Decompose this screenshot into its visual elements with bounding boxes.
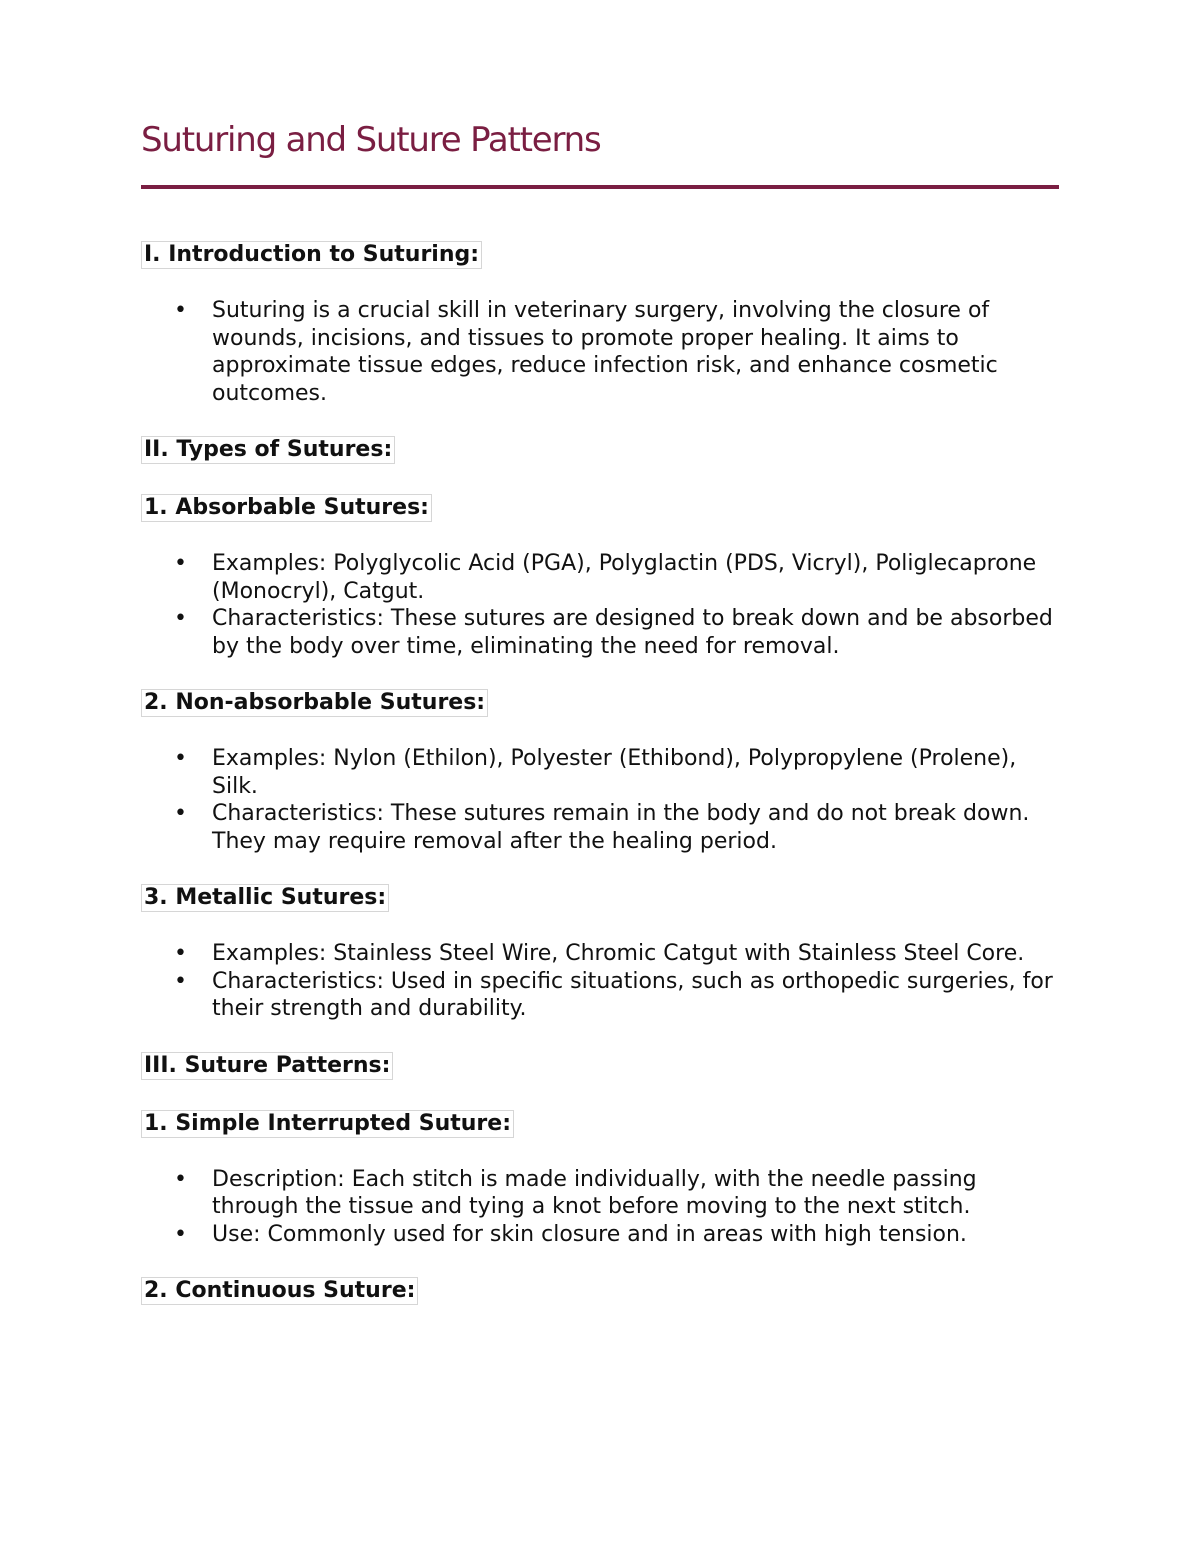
title-divider	[141, 185, 1059, 189]
list-item: • Characteristics: These sutures remain in the body and do not break down. They may require removal after the healing period.	[174, 801, 1030, 854]
document-body	[141, 241, 1059, 1306]
document-title: Suturing and Suture Patterns	[141, 120, 601, 160]
introduction-bullet-list	[141, 297, 1059, 407]
list-item: • Examples: Polyglycolic Acid (PGA), Polyglactin (PDS, Vicryl), Poliglecaprone (Monocryl), Catgut.	[174, 551, 1037, 604]
bullet-icon: •	[174, 1166, 187, 1192]
list-item: • Description: Each stitch is made individually, with the needle passing through the tissue and tying a knot before moving to the next stitch.	[174, 1166, 977, 1219]
list-item: • Examples: Stainless Steel Wire, Chromic Catgut with Stainless Steel Core.	[174, 941, 1025, 966]
section-heading-suture-patterns: III. Suture Patterns:	[141, 1052, 393, 1080]
list-item: • Use: Commonly used for skin closure and in areas with high tension.	[174, 1221, 967, 1247]
bullet-icon: •	[174, 746, 187, 771]
section-heading-introduction: I. Introduction to Suturing:	[141, 241, 482, 269]
bullet-icon: •	[174, 968, 187, 994]
section-heading-types-of-sutures: II. Types of Sutures:	[141, 436, 395, 464]
subheading-metallic-sutures: 3. Metallic Sutures:	[141, 884, 389, 912]
list-item: • Suturing is a crucial skill in veterinary surgery, involving the closure of wounds, incisions, and tissues to promote proper healing. It aims to approximate tissue edges, reduce infection risk, and enhance cosmetic outcomes.	[174, 298, 998, 406]
bullet-icon: •	[174, 606, 187, 631]
list-item: • Characteristics: Used in specific situations, such as orthopedic surgeries, for their strength and durability.	[174, 968, 1053, 1021]
bullet-icon: •	[174, 941, 187, 966]
bullet-icon: •	[174, 801, 187, 826]
metallic-bullet-list	[141, 940, 1059, 1023]
bullet-icon: •	[174, 1221, 187, 1247]
subheading-simple-interrupted-suture: 1. Simple Interrupted Suture:	[141, 1110, 514, 1138]
bullet-icon: •	[174, 298, 187, 323]
list-item: • Examples: Nylon (Ethilon), Polyester (Ethibond), Polypropylene (Prolene), Silk.	[174, 746, 1017, 799]
absorbable-bullet-list	[141, 550, 1059, 660]
simple-interrupted-bullet-list	[141, 1166, 1059, 1249]
non-absorbable-bullet-list	[141, 745, 1059, 855]
subheading-non-absorbable-sutures: 2. Non-absorbable Sutures:	[141, 689, 488, 717]
list-item: • Characteristics: These sutures are designed to break down and be absorbed by the body over time, eliminating the need for removal.	[174, 606, 1053, 659]
bullet-icon: •	[174, 551, 187, 576]
subheading-continuous-suture: 2. Continuous Suture:	[141, 1277, 418, 1305]
subheading-absorbable-sutures: 1. Absorbable Sutures:	[141, 494, 432, 522]
